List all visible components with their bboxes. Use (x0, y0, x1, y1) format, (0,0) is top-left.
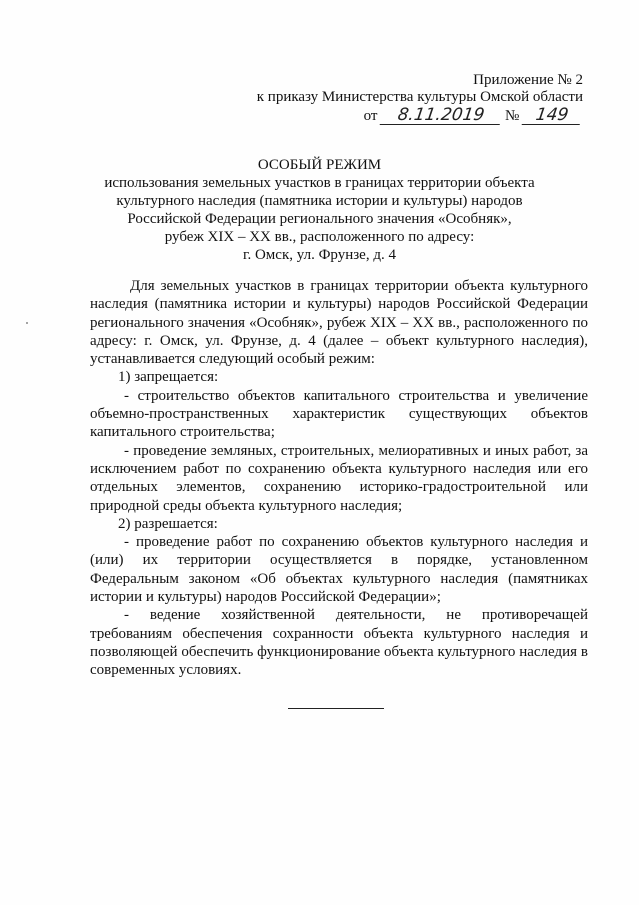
section-permitted-heading: 2) разрешается: (118, 515, 218, 532)
document-title-block (60, 156, 579, 264)
appendix-label: Приложение № 2 (473, 72, 583, 88)
prohibited-item: - строительство объектов капитального строительства и увеличение объемно-пространственных характеристик существующих объектов капитального строительства; (90, 387, 588, 441)
prohibited-item: - проведение земляных, строительных, мелиоративных и иных работ, за исключением работ по сохранению объекта культурного наследия или его отдельных элементов, сохранению историко-градостроительной или природной среды объекта культурного наследия; (90, 442, 588, 514)
title-line: рубеж XIX – XX вв., расположенного по адресу: (164, 229, 475, 245)
date-prefix: от (363, 108, 378, 124)
section-prohibited-heading: 1) запрещается: (118, 369, 219, 386)
document-body (90, 277, 588, 680)
order-date-number-line (364, 106, 581, 125)
document-heading: ОСОБЫЙ РЕЖИМ (257, 157, 382, 173)
handwritten-order-date: 8.11.2019 (380, 106, 503, 125)
title-line: культурного наследия (памятника истории и культуры) народов (116, 193, 523, 209)
end-of-document-rule (288, 708, 384, 709)
title-line: Российской Федерации регионального значения «Особняк», (127, 211, 512, 227)
number-prefix: № (504, 108, 520, 124)
margin-dot (26, 322, 28, 324)
handwritten-order-number: 149 (522, 106, 583, 125)
permitted-item: - ведение хозяйственной деятельности, не противоречащей требованиям обеспечения сохранности объекта культурного наследия и позволяющей обеспечить функционирование объекта культурного наследия в современных условиях. (90, 607, 588, 679)
permitted-item: - проведение работ по сохранению объектов культурного наследия и (или) их территории осуществляется в порядке, установленном Федеральным законом «Об объектах культурного наследия (памятниках истории и культуры) народов Российской Федерации»; (90, 534, 588, 606)
intro-paragraph: Для земельных участков в границах территории объекта культурного наследия (памятника истории и культуры) народов Российской Федерации регионального значения «Особняк», рубеж XIX – XX вв., расположенного по адресу: г. Омск, ул. Фрунзе, д. 4 (далее – объект культурного наследия), устанавливается следующий особый режим: (90, 278, 588, 368)
order-reference: к приказу Министерства культуры Омской области (256, 89, 583, 105)
title-line: использования земельных участков в границах территории объекта (104, 175, 535, 191)
title-line: г. Омск, ул. Фрунзе, д. 4 (243, 247, 396, 263)
